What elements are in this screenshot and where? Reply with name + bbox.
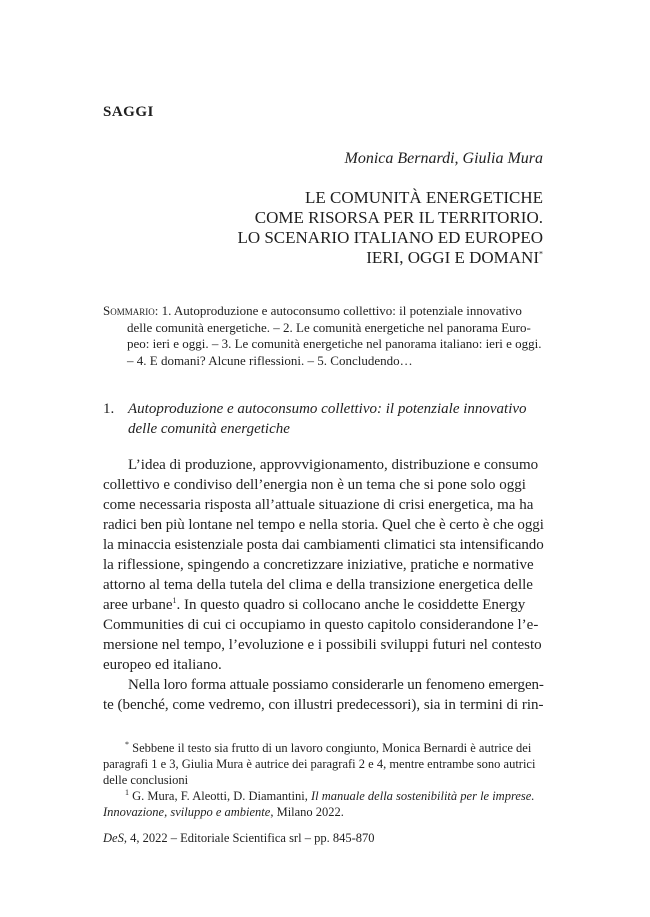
- summary-text: : 1. Autoproduzione e autoconsumo collettivo: il potenziale innovativo: [154, 303, 522, 318]
- article-authors: Monica Bernardi, Giulia Mura: [344, 150, 543, 167]
- body-line-segment: . In questo quadro si collocano anche le cosiddette Energy: [176, 597, 526, 613]
- footer-details: , 4, 2022 – Editoriale Scientifica srl – pp. 845-870: [123, 831, 375, 845]
- footnote-line: paragrafi 1 e 3, Giulia Mura è autrice dei paragrafi 2 e 4, mentre entrambe sono autrici: [103, 757, 536, 771]
- footnote-text: Sebbene il testo sia frutto di un lavoro congiunto, Monica Bernardi è autrice dei: [132, 741, 532, 755]
- body-text: [103, 455, 544, 715]
- footnote-mark: 1: [125, 787, 129, 797]
- summary-line: [103, 303, 544, 320]
- footnote-tail: , Milano 2022.: [270, 805, 344, 819]
- footnote-book-title: Il manuale della sostenibilità per le imprese.: [310, 789, 535, 803]
- page-footer: [103, 831, 374, 846]
- summary: [103, 303, 544, 369]
- body-line: europeo ed italiano.: [103, 657, 222, 673]
- body-line-segment: aree urbane: [103, 597, 173, 613]
- footnotes: [103, 740, 544, 820]
- body-line: collettivo e condiviso dell’energia non è un tema che si pone solo oggi: [103, 477, 526, 493]
- section-heading: [103, 399, 544, 439]
- body-line: radici ben più lontane nel tempo e nella storia. Quel che è certo è che oggi: [103, 517, 544, 533]
- section-number: 1.: [103, 401, 115, 417]
- title-line: LE COMUNITÀ ENERGETICHE: [305, 188, 543, 207]
- title-line: LO SCENARIO ITALIANO ED EUROPEO: [237, 228, 543, 247]
- body-line: la minaccia esistenziale posta dai cambiamenti climatici sta intensificando: [103, 537, 544, 553]
- footnote-mark: *: [125, 739, 129, 749]
- footnote-line: [103, 788, 544, 804]
- footnote-line: [103, 740, 544, 756]
- summary-line: delle comunità energetiche. – 2. Le comunità energetiche nel panorama Euro-: [127, 319, 531, 335]
- body-line: come necessaria risposta all’attuale situazione di crisi energetica, ma ha: [103, 497, 534, 513]
- title-line-last: [143, 248, 543, 268]
- title-line: COME RISORSA PER IL TERRITORIO.: [254, 208, 543, 227]
- body-line: attorno al tema della tutela del clima e della transizione energetica delle: [103, 577, 533, 593]
- article-title: [143, 188, 543, 268]
- body-line: la riflessione, spingendo a concretizzare iniziative, pratiche e normative: [103, 557, 534, 573]
- body-line: Communities di cui ci occupiamo in questo capitolo considerandone l’e-: [103, 617, 539, 633]
- footnote-book-subtitle: Innovazione, sviluppo e ambiente: [103, 805, 271, 819]
- body-line: [103, 595, 544, 615]
- journal-name: DeS: [103, 831, 124, 845]
- section-heading-line: Autoproduzione e autoconsumo collettivo: il potenziale innovativo: [128, 401, 527, 417]
- footnote-line: [103, 804, 544, 820]
- section-heading-line: delle comunità energetiche: [128, 421, 290, 437]
- footnote-authors: G. Mura, F. Aleotti, D. Diamantini,: [132, 789, 311, 803]
- summary-line: – 4. E domani? Alcune riflessioni. – 5. Concludendo…: [127, 352, 413, 368]
- body-line: mersione nel tempo, l’evoluzione e i possibili sviluppi futuri nel contesto: [103, 637, 542, 653]
- footnote-ref-1[interactable]: 1: [172, 596, 177, 605]
- title-footnote-mark: *: [539, 249, 543, 259]
- title-line-text: IERI, OGGI E DOMANI: [366, 248, 539, 267]
- summary-label: Sommario: [103, 303, 155, 318]
- footnote-line: delle conclusioni: [103, 773, 189, 787]
- section-label: SAGGI: [103, 104, 154, 120]
- body-line: te (benché, come vedremo, con illustri predecessori), sia in termini di rin-: [103, 697, 544, 713]
- summary-line: peo: ieri e oggi. – 3. Le comunità energetiche nel panorama italiano: ieri e oggi.: [127, 336, 542, 351]
- body-line: Nella loro forma attuale possiamo considerarle un fenomeno emergen-: [128, 677, 544, 693]
- body-line: L’idea di produzione, approvvigionamento, distribuzione e consumo: [128, 457, 539, 473]
